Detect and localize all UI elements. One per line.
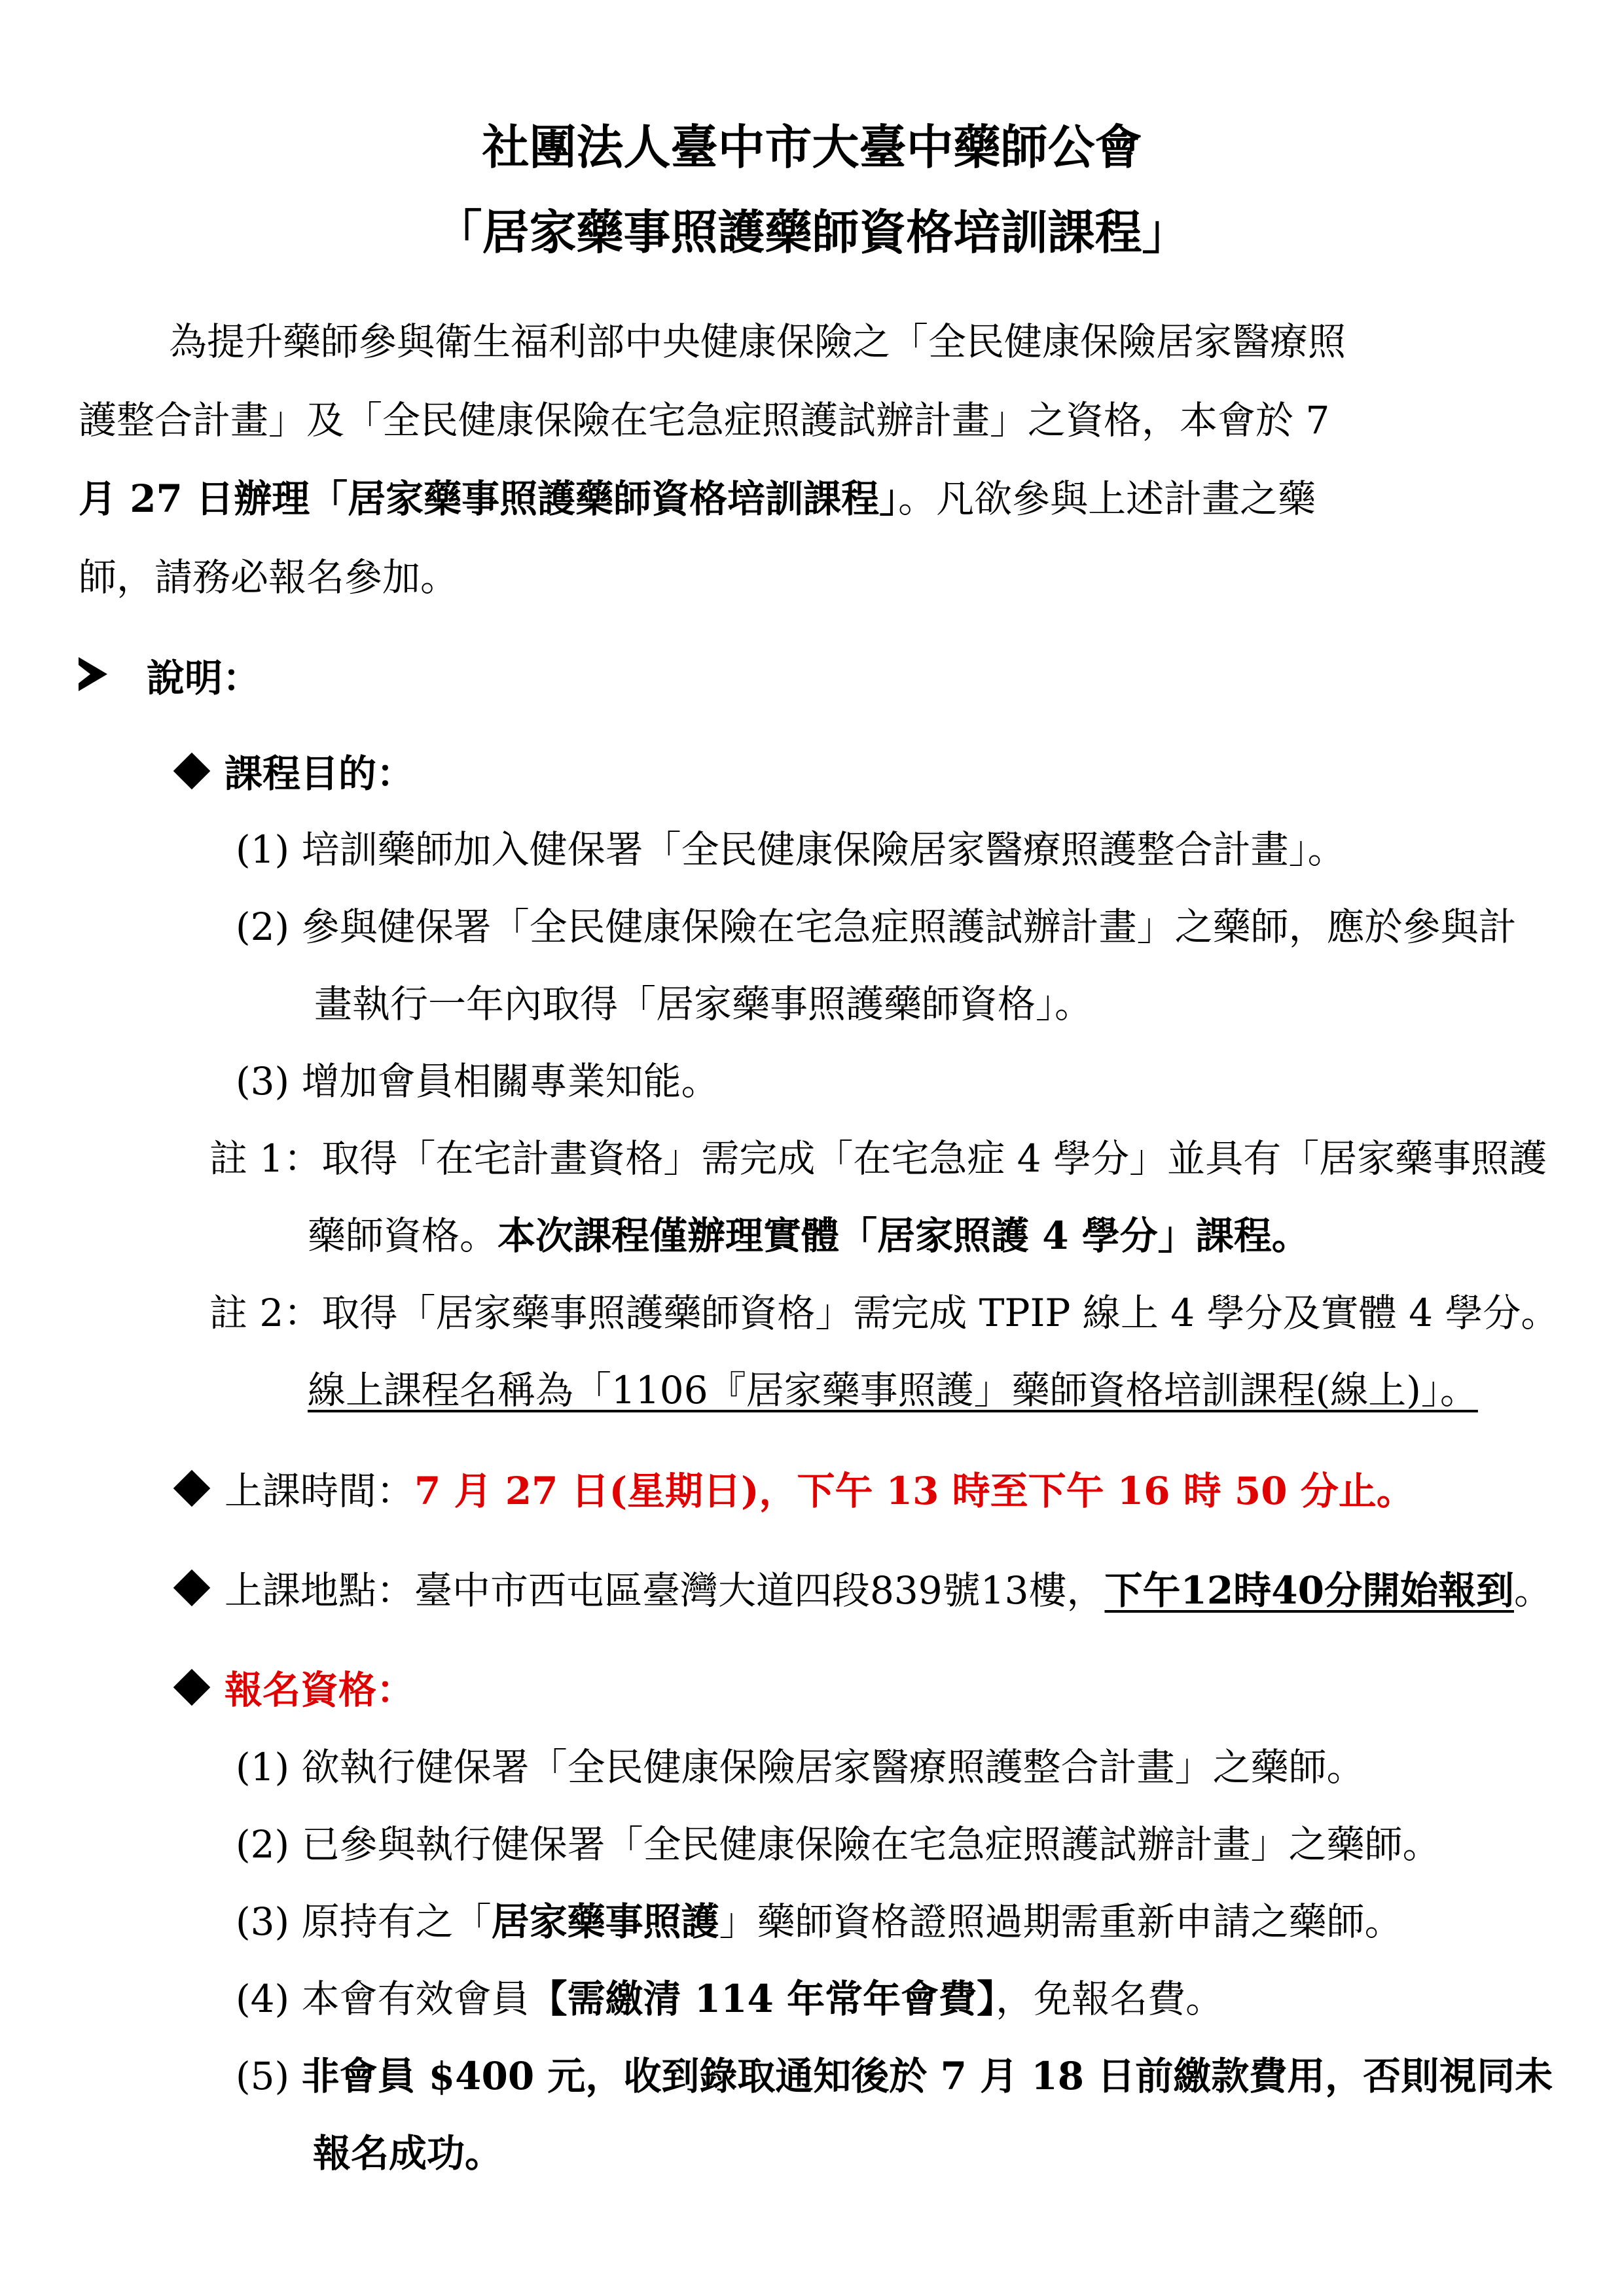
eligibility-item-5-line-2: 報名成功。 (313, 2131, 503, 2176)
intro-line-3 (79, 473, 1316, 525)
note-2-line-2: 線上課程名稱為「1106『居家藥事照護」藥師資格培訓課程(線上)」。 (308, 1368, 1478, 1412)
purpose-item-2-line-2: 畫執行一年內取得「居家藥事照護藥師資格」。 (314, 982, 1093, 1026)
purpose-item-1: (1) 培訓藥師加入健保署「全民健康保險居家醫療照護整合計畫」。 (236, 827, 1346, 872)
note-1-line-1: 註 1：取得「在宅計畫資格」需完成「在宅急症 4 學分」並具有「居家藥事照護 (209, 1136, 1547, 1181)
eligibility-item-1: (1) 欲執行健保署「全民健康保險居家醫療照護整合計畫」之藥師。 (236, 1745, 1365, 1789)
diamond-bullet-icon (173, 753, 211, 790)
class-time (173, 1465, 1415, 1517)
note-1-bold: 本次課程僅辦理實體「居家照護 4 學分」課程。 (497, 1213, 1310, 1258)
intro-line-3-rest: 。凡欲參與上述計畫之藥 (898, 476, 1316, 521)
eligibility-item-3-pre: (3) 原持有之「 (236, 1899, 492, 1944)
eligibility-item-4-bold: 【需繳清 114 年常年會費】 (529, 1977, 996, 2021)
purpose-item-2-line-1: (2) 參與健保署「全民健康保險在宅急症照護試辦計畫」之藥師，應於參與計 (236, 905, 1517, 949)
intro-line-4: 師，請務必報名參加。 (79, 555, 459, 600)
class-time-label: 上課時間： (225, 1469, 415, 1513)
note-1-plain: 藥師資格。 (308, 1213, 498, 1258)
intro-line-1: 為提升藥師參與衛生福利部中央健康保險之「全民健康保險居家醫療照 (169, 319, 1346, 364)
diamond-bullet-icon (173, 1669, 211, 1706)
eligibility-item-3-post: 」藥師資格證照過期需重新申請之藥師。 (719, 1899, 1403, 1944)
eligibility-heading (173, 1664, 414, 1716)
section-heading (79, 652, 261, 704)
eligibility-item-4-pre: (4) 本會有效會員 (236, 1977, 530, 2021)
diamond-bullet-icon (173, 1470, 211, 1507)
diamond-bullet-icon (173, 1570, 211, 1607)
eligibility-item-5-pre: (5) (236, 2054, 302, 2098)
eligibility-item-4-post: ，免報名費。 (996, 1977, 1224, 2021)
eligibility-item-4 (236, 1973, 1223, 2025)
intro-line-2: 護整合計畫」及「全民健康保險在宅急症照護試辦計畫」之資格，本會於 7 (79, 398, 1330, 442)
eligibility-item-3-bold: 居家藥事照護 (491, 1899, 719, 1944)
eligibility-item-2: (2) 已參與執行健保署「全民健康保險在宅急症照護試辦計畫」之藥師。 (236, 1822, 1441, 1867)
eligibility-item-5 (236, 2050, 1553, 2102)
class-location (173, 1564, 1552, 1617)
section-heading-text: 說明： (147, 656, 261, 700)
document-title: 社團法人臺中市大臺中藥師公會 (482, 119, 1142, 175)
class-location-text: 上課地點：臺中市西屯區臺灣大道四段839號13樓， (225, 1568, 1105, 1613)
purpose-item-3: (3) 增加會員相關專業知能。 (236, 1059, 719, 1103)
course-title: 「居家藥事照護藥師資格培訓課程」 (435, 204, 1189, 260)
note-2-line-1: 註 2：取得「居家藥事照護藥師資格」需完成 TPIP 線上 4 學分及實體 4 學分。 (209, 1291, 1559, 1335)
class-location-end: 。 (1513, 1568, 1552, 1613)
eligibility-heading-text: 報名資格： (225, 1668, 415, 1712)
purpose-heading (173, 747, 414, 800)
purpose-heading-text: 課程目的： (225, 751, 415, 796)
eligibility-item-5-bold: 非會員 $400 元，收到錄取通知後於 7 月 18 日前繳款費用，否則視同未 (301, 2054, 1553, 2098)
checkin-time: 下午12時40分開始報到 (1104, 1568, 1514, 1613)
class-time-value: 7 月 27 日(星期日)，下午 13 時至下午 16 時 50 分止。 (414, 1469, 1415, 1513)
note-1-line-2 (308, 1210, 1310, 1262)
arrow-bullet-icon (79, 657, 107, 691)
eligibility-item-3 (236, 1895, 1403, 1948)
intro-bold-date: 月 27 日辦理「居家藥事照護藥師資格培訓課程」 (79, 476, 899, 521)
